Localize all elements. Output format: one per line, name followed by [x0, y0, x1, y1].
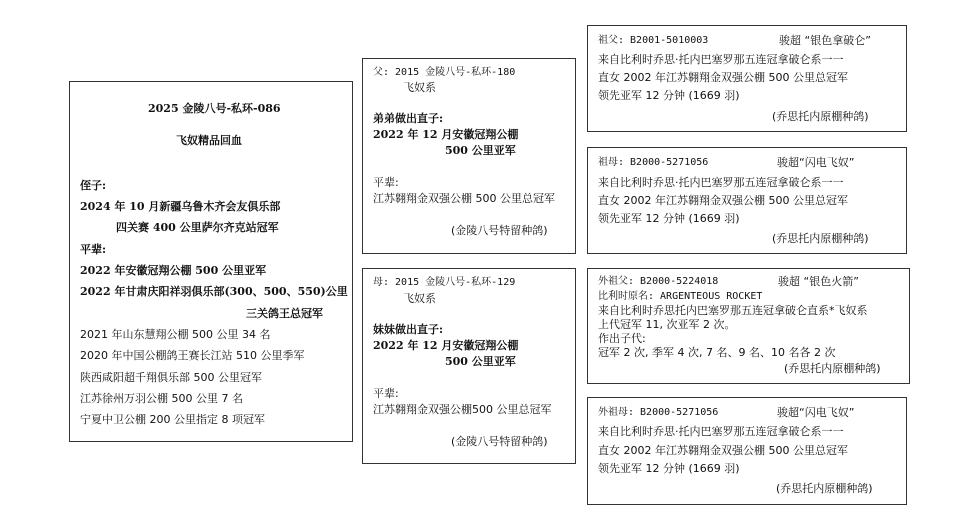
pat-grandmother-l3: 领先亚军 12 分钟 (1669 羽)	[598, 212, 740, 225]
pat-grandmother-l1: 来自比利时乔思·托内巴塞罗那五连冠拿破仑系一一	[598, 176, 844, 189]
subject-record: 2020 年中国公棚鸽王赛长江站 510 公里季军	[80, 349, 305, 362]
father-card	[362, 58, 576, 254]
mat-grandfather-card	[587, 268, 910, 384]
pat-grandfather-card	[587, 25, 907, 132]
mat-grandfather-l1: 比利时原名: ARGENTEOUS ROCKET	[598, 291, 763, 302]
mother-peer-1: 江苏翱翔金双强公棚500 公里总冠军	[373, 403, 552, 416]
subject-peer-1: 2022 年安徽冠翔公棚 500 公里亚军	[80, 264, 267, 277]
father-line: 飞奴系	[403, 81, 436, 94]
subject-record: 陕西咸阳超千翔俱乐部 500 公里冠军	[80, 371, 262, 384]
pat-grandfather-l1: 来自比利时乔思·托内巴塞罗那五连冠拿破仑系一一	[598, 53, 844, 66]
pat-grandmother-title: 祖母: B2000-5271056	[598, 157, 709, 168]
subject-bloodline: 飞奴精品回血	[176, 134, 242, 147]
father-title: 父: 2015 金陵八号-私环-180	[373, 67, 516, 78]
father-peer-label: 平辈:	[373, 176, 399, 189]
mother-sibling-label: 妹妹做出直子:	[373, 323, 444, 336]
mat-grandmother-l3: 领先亚军 12 分钟 (1669 羽)	[598, 462, 740, 475]
subject-card	[69, 81, 353, 442]
subject-peer-2: 2022 年甘肃庆阳祥羽俱乐部(300、500、550)公里	[80, 285, 348, 298]
pat-grandfather-l2: 直女 2002 年江苏翱翔金双强公棚 500 公里总冠军	[598, 71, 848, 84]
subject-nephew-1: 2024 年 10 月新疆乌鲁木齐会友俱乐部	[80, 200, 281, 213]
mat-grandmother-owner: (乔思托内原棚种鸽)	[776, 482, 873, 495]
subject-record: 江苏徐州万羽公棚 500 公里 7 名	[80, 392, 243, 405]
mat-grandfather-title: 外祖父: B2000-5224018	[598, 276, 719, 287]
mother-sib-1: 2022 年 12 月安徽冠翔公棚	[373, 339, 519, 352]
father-owner: (金陵八号特留种鸽)	[451, 224, 548, 237]
subject-ring: 2025 金陵八号-私环-086	[148, 102, 281, 115]
father-sib-2: 500 公里亚军	[445, 144, 516, 157]
mother-title: 母: 2015 金陵八号-私环-129	[373, 277, 516, 288]
mat-grandfather-l2: 来自比利时乔思托内巴塞罗那五连冠拿破仑直系*飞奴系	[598, 304, 868, 317]
mat-grandfather-owner: (乔思托内原棚种鸽)	[784, 362, 881, 375]
mother-peer-label: 平辈:	[373, 387, 399, 400]
pat-grandfather-l3: 领先亚军 12 分钟 (1669 羽)	[598, 89, 740, 102]
mother-owner: (金陵八号特留种鸽)	[451, 435, 548, 448]
pat-grandmother-l2: 直女 2002 年江苏翱翔金双强公棚 500 公里总冠军	[598, 194, 848, 207]
mother-line: 飞奴系	[403, 292, 436, 305]
subject-record: 2021 年山东慧翔公棚 500 公里 34 名	[80, 328, 271, 341]
mother-card	[362, 268, 576, 464]
mother-sib-2: 500 公里亚军	[445, 355, 516, 368]
subject-nephew-2: 四关赛 400 公里萨尔齐克站冠军	[116, 221, 279, 234]
mat-grandfather-name: 骏超 “银色火箭”	[778, 275, 859, 288]
mat-grandmother-l2: 直女 2002 年江苏翱翔金双强公棚 500 公里总冠军	[598, 444, 848, 457]
mat-grandfather-l4: 作出子代:	[598, 332, 646, 345]
subject-nephew-label: 侄子:	[80, 179, 107, 192]
father-sib-1: 2022 年 12 月安徽冠翔公棚	[373, 128, 519, 141]
mat-grandmother-title: 外祖母: B2000-5271056	[598, 407, 719, 418]
subject-peer-3: 三关鸽王总冠军	[246, 307, 323, 320]
pat-grandmother-name: 骏超“闪电飞奴”	[777, 156, 855, 169]
subject-peer-label: 平辈:	[80, 243, 107, 256]
pat-grandfather-name: 骏超 “银色拿破仑”	[779, 34, 871, 47]
subject-record: 宁夏中卫公棚 200 公里指定 8 项冠军	[80, 413, 265, 426]
father-peer-1: 江苏翱翔金双强公棚 500 公里总冠军	[373, 192, 555, 205]
pat-grandfather-title: 祖父: B2001-5010003	[598, 35, 709, 46]
pat-grandmother-card	[587, 147, 907, 254]
father-sibling-label: 弟弟做出直子:	[373, 112, 444, 125]
mat-grandfather-l5: 冠军 2 次, 季军 4 次, 7 名、9 名、10 名各 2 次	[598, 346, 836, 359]
pat-grandfather-owner: (乔思托内原棚种鸽)	[772, 110, 869, 123]
mat-grandfather-l3: 上代冠军 11, 次亚军 2 次。	[598, 318, 736, 331]
pat-grandmother-owner: (乔思托内原棚种鸽)	[772, 232, 869, 245]
mat-grandmother-name: 骏超“闪电飞奴”	[777, 406, 855, 419]
mat-grandmother-l1: 来自比利时乔思·托内巴塞罗那五连冠拿破仑系一一	[598, 425, 844, 438]
mat-grandmother-card	[587, 397, 907, 505]
